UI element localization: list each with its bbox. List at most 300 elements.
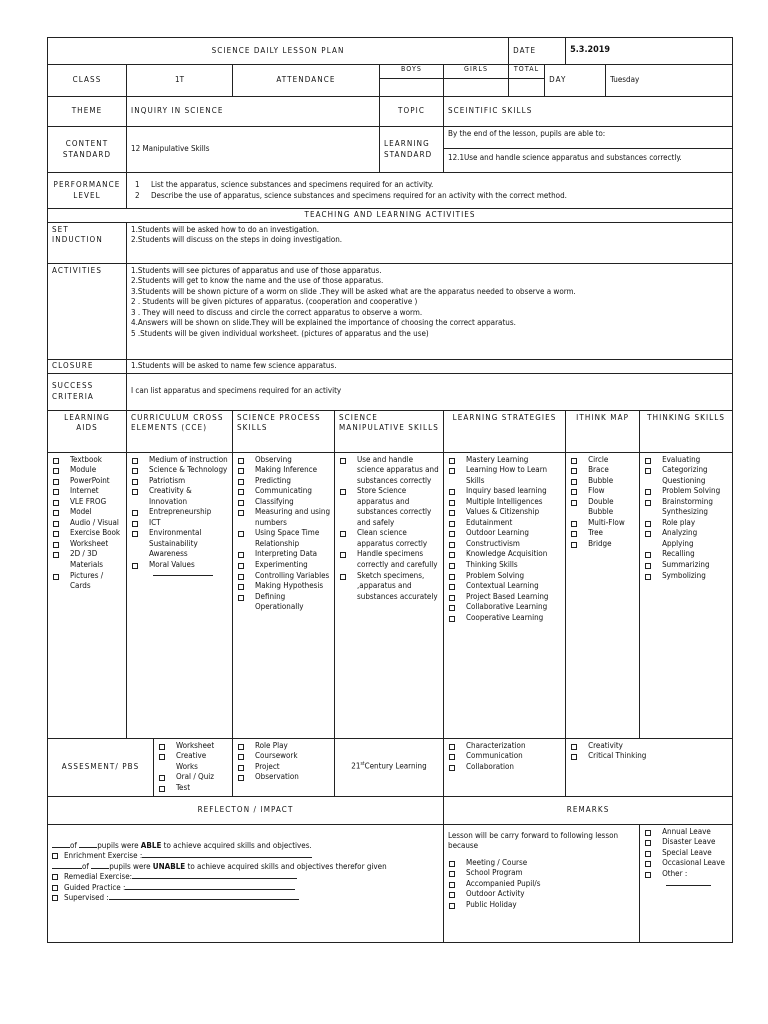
- checklist-item[interactable]: [644, 858, 728, 869]
- checklist-item[interactable]: [644, 486, 728, 497]
- checklist-item[interactable]: [448, 751, 561, 762]
- ithink-map-cell: [566, 452, 640, 738]
- checkbox-icon[interactable]: [53, 458, 59, 464]
- checkbox-icon[interactable]: [132, 468, 138, 474]
- checkbox-icon[interactable]: [449, 605, 455, 611]
- checklist-item[interactable]: [131, 560, 228, 571]
- closure-text: 1.Students will be asked to name few science apparatus.: [127, 359, 733, 373]
- checkbox-icon[interactable]: [340, 552, 346, 558]
- activity-item: 4.Answers will be shown on slide.They will be explained the importance of choosing the correct apparatus.: [131, 318, 516, 328]
- checklist-item[interactable]: [644, 869, 728, 880]
- checkbox-icon[interactable]: [53, 500, 59, 506]
- checklist-item[interactable]: [448, 900, 635, 911]
- thinking-skills-cell: [640, 452, 733, 738]
- checkbox-icon[interactable]: [159, 786, 165, 792]
- checkbox-icon[interactable]: [238, 531, 244, 537]
- checkbox-icon[interactable]: [571, 489, 577, 495]
- checklist-item-label: Creativity: [588, 740, 623, 750]
- cce-title: CURRICULUM CROSS ELEMENTS (CCE): [127, 410, 233, 452]
- cce-cell: [127, 452, 233, 738]
- checkbox-icon[interactable]: [571, 744, 577, 750]
- checkbox-icon[interactable]: [449, 861, 455, 867]
- checklist-item[interactable]: [237, 560, 330, 571]
- checklist-item[interactable]: [237, 455, 330, 466]
- checklist-item[interactable]: [237, 571, 330, 582]
- checkbox-icon[interactable]: [238, 754, 244, 760]
- checklist-item-label: PowerPoint: [70, 475, 110, 485]
- century-col1-cell: [444, 738, 566, 796]
- checkbox-icon[interactable]: [645, 563, 651, 569]
- checkbox-icon[interactable]: [449, 754, 455, 760]
- checklist-item-label: Observing: [255, 454, 292, 464]
- checkbox-icon[interactable]: [571, 521, 577, 527]
- checklist-item[interactable]: [237, 751, 330, 762]
- checkbox-icon[interactable]: [645, 851, 651, 857]
- checklist-item[interactable]: [644, 827, 728, 838]
- checklist-item[interactable]: [52, 455, 122, 466]
- checklist-item-label: Evaluating: [662, 454, 701, 464]
- checkbox-icon[interactable]: [449, 563, 455, 569]
- checkbox-icon[interactable]: [449, 510, 455, 516]
- checklist-item[interactable]: [237, 497, 330, 508]
- checklist-item[interactable]: [448, 613, 561, 624]
- checkbox-icon[interactable]: [645, 552, 651, 558]
- checklist-item[interactable]: [237, 581, 330, 592]
- checklist-item[interactable]: [131, 465, 228, 476]
- checkbox-icon[interactable]: [645, 468, 651, 474]
- checklist-item[interactable]: [570, 741, 728, 752]
- assessment-col1-cell: [154, 738, 233, 796]
- checklist-item[interactable]: [52, 486, 122, 497]
- checklist-item[interactable]: [644, 571, 728, 582]
- theme-label: THEME: [48, 97, 127, 127]
- checkbox-icon[interactable]: [449, 595, 455, 601]
- checkbox-icon[interactable]: [571, 468, 577, 474]
- checklist-item-label: Making Hypothesis: [255, 581, 324, 591]
- checkbox-icon[interactable]: [449, 542, 455, 548]
- century-col2-list: [570, 741, 728, 762]
- checkbox-icon[interactable]: [159, 754, 165, 760]
- checklist-item[interactable]: [448, 858, 635, 869]
- checklist-item-label: Worksheet: [176, 740, 215, 750]
- checklist-item-label: Symbolizing: [662, 570, 706, 580]
- learning-standard-value: 12.1Use and handle science apparatus and substances correctly.: [448, 153, 682, 162]
- checklist-item[interactable]: [237, 528, 330, 549]
- checklist-item[interactable]: [52, 539, 122, 550]
- checklist-item[interactable]: [52, 571, 122, 592]
- checkbox-icon[interactable]: [645, 458, 651, 464]
- performance-level-cell: [127, 173, 733, 209]
- checklist-item-label: Coursework: [255, 751, 298, 761]
- checklist-item-label: Module: [70, 465, 97, 475]
- attendance-label: ATTENDANCE: [233, 65, 380, 97]
- checklist-item-label: Thinking Skills: [466, 560, 518, 570]
- checklist-item-label: Entrepreneurship: [149, 507, 212, 517]
- checkbox-icon[interactable]: [571, 754, 577, 760]
- learning-aids-list: [52, 455, 122, 592]
- checklist-item[interactable]: [158, 783, 228, 794]
- checkbox-icon[interactable]: [449, 882, 455, 888]
- remedial-blank[interactable]: [132, 878, 297, 879]
- checklist-item-label: Patriotism: [149, 475, 186, 485]
- reflection-cell: [48, 824, 444, 942]
- performance-item: 1 List the apparatus, science substances and specimens required for an activity.: [135, 179, 434, 189]
- checkbox-icon[interactable]: [449, 892, 455, 898]
- checklist-item-label: Learning How to Learn Skills: [466, 465, 548, 485]
- checkbox-icon[interactable]: [53, 552, 59, 558]
- checklist-item[interactable]: [339, 549, 439, 570]
- thinking-skills-title: THINKING SKILLS: [640, 410, 733, 452]
- checklist-item[interactable]: [237, 507, 330, 528]
- checkbox-icon[interactable]: [449, 531, 455, 537]
- checklist-item-label: Defining Operationally: [255, 591, 304, 612]
- checklist-item-label: Contextual Learning: [466, 581, 539, 591]
- unable-line: of pupils were UNABLE to achieve acquired skills and objectives therefor given: [52, 862, 439, 873]
- checklist-item-label: Sketch specimens, ,apparatus and substances accurately: [357, 570, 438, 601]
- checklist-item[interactable]: [131, 486, 228, 507]
- checkbox-icon[interactable]: [645, 500, 651, 506]
- able-count-blank[interactable]: [52, 847, 70, 848]
- checklist-item-label: Questioning: [662, 475, 706, 485]
- checklist-item-label: Test: [176, 782, 191, 792]
- checkbox-icon[interactable]: [645, 872, 651, 878]
- checklist-item[interactable]: [448, 741, 561, 752]
- checkbox-icon[interactable]: [449, 871, 455, 877]
- checkbox-icon[interactable]: [340, 531, 346, 537]
- checkbox-icon[interactable]: [449, 765, 455, 771]
- checklist-item[interactable]: [570, 528, 635, 539]
- checklist-item[interactable]: [237, 486, 330, 497]
- process-skills-list: [237, 455, 330, 613]
- checklist-item[interactable]: [570, 539, 635, 550]
- checklist-item[interactable]: [448, 581, 561, 592]
- checklist-item[interactable]: [570, 751, 728, 762]
- success-criteria-label: SUCCESS CRITERIA: [48, 373, 127, 410]
- checklist-item[interactable]: [131, 518, 228, 529]
- learning-standard-cell: [444, 127, 733, 173]
- checklist-item-label: Creativity & Innovation: [149, 486, 192, 506]
- success-criteria-text: I can list apparatus and specimens required for an activity: [127, 373, 733, 410]
- checkbox-icon[interactable]: [449, 489, 455, 495]
- total-cell: [509, 65, 545, 97]
- checklist-item[interactable]: [570, 465, 635, 476]
- girls-label: GIRLS: [444, 65, 508, 79]
- checklist-item-label: Clean science apparatus correctly: [357, 528, 428, 548]
- unable-total-blank[interactable]: [91, 868, 109, 869]
- checklist-item[interactable]: [644, 476, 728, 487]
- remedial-checkbox[interactable]: [52, 874, 58, 880]
- checklist-item[interactable]: [448, 889, 635, 900]
- day-value: Tuesday: [606, 65, 733, 97]
- activities-label: ACTIVITIES: [48, 263, 127, 359]
- class-label: CLASS: [48, 65, 127, 97]
- date-label: DATE: [509, 38, 566, 65]
- checklist-item[interactable]: [644, 518, 728, 529]
- checklist-item[interactable]: [237, 592, 330, 613]
- checklist-item[interactable]: [644, 848, 728, 859]
- checkbox-icon[interactable]: [571, 500, 577, 506]
- checklist-item-label: Multiple Intelligences: [466, 496, 543, 506]
- checkbox-icon[interactable]: [53, 521, 59, 527]
- checklist-item-label: Classifying: [255, 496, 294, 506]
- checkbox-icon[interactable]: [53, 574, 59, 580]
- checklist-item[interactable]: [448, 455, 561, 466]
- checklist-item[interactable]: [570, 518, 635, 529]
- checklist-item[interactable]: [237, 762, 330, 773]
- checklist-item[interactable]: [339, 571, 439, 603]
- checklist-item[interactable]: [644, 455, 728, 466]
- checklist-item[interactable]: [237, 772, 330, 783]
- checklist-item[interactable]: [448, 539, 561, 550]
- learning-standard-label: LEARNING STANDARD: [380, 127, 444, 173]
- checkbox-icon[interactable]: [132, 510, 138, 516]
- enrichment-blank[interactable]: [142, 857, 312, 858]
- checklist-item-label: Project: [255, 761, 280, 771]
- checkbox-icon[interactable]: [571, 531, 577, 537]
- checklist-item[interactable]: [131, 455, 228, 466]
- checklist-item[interactable]: [158, 751, 228, 772]
- checkbox-icon[interactable]: [238, 468, 244, 474]
- checklist-item[interactable]: [448, 486, 561, 497]
- checklist-item[interactable]: [448, 507, 561, 518]
- checklist-item-label: Interpreting Data: [255, 549, 318, 559]
- checkbox-icon[interactable]: [645, 521, 651, 527]
- supervised-blank[interactable]: [109, 899, 299, 900]
- performance-item: 2 Describe the use of apparatus, science substances and specimens required for an activity with the correct method.: [135, 190, 567, 200]
- checklist-item[interactable]: [448, 528, 561, 539]
- checkbox-icon[interactable]: [449, 584, 455, 590]
- checkbox-icon[interactable]: [571, 458, 577, 464]
- checkbox-icon[interactable]: [238, 775, 244, 781]
- learning-strategies-list: [448, 455, 561, 624]
- checklist-item[interactable]: [158, 741, 228, 752]
- checklist-item-label: Use and handle science apparatus and substances correctly: [357, 454, 439, 485]
- activities-cell: [127, 263, 733, 359]
- checklist-item[interactable]: [644, 549, 728, 560]
- checkbox-icon[interactable]: [53, 479, 59, 485]
- checklist-item[interactable]: [570, 497, 635, 518]
- checklist-item[interactable]: [237, 465, 330, 476]
- checklist-item[interactable]: [448, 868, 635, 879]
- checkbox-icon[interactable]: [238, 765, 244, 771]
- checklist-item[interactable]: [644, 528, 728, 539]
- checkbox-icon[interactable]: [53, 542, 59, 548]
- checklist-item[interactable]: [448, 560, 561, 571]
- checkbox-icon[interactable]: [159, 775, 165, 781]
- checklist-item[interactable]: [448, 592, 561, 603]
- checkbox-icon[interactable]: [449, 468, 455, 474]
- boys-cell: [380, 65, 444, 97]
- checkbox-icon[interactable]: [132, 479, 138, 485]
- checklist-item-label: Summarizing: [662, 560, 710, 570]
- checkbox-icon[interactable]: [238, 479, 244, 485]
- checkbox-icon[interactable]: [645, 574, 651, 580]
- remarks-title: REMARKS: [444, 796, 733, 824]
- checklist-item[interactable]: [52, 518, 122, 529]
- enrichment-line: Enrichment Exercise :: [52, 851, 439, 862]
- checklist-item-label: Synthesizing: [662, 507, 708, 517]
- checklist-item[interactable]: [570, 455, 635, 466]
- checkbox-icon[interactable]: [571, 542, 577, 548]
- checklist-item[interactable]: [52, 497, 122, 508]
- checklist-item[interactable]: [448, 465, 561, 486]
- checkbox-icon[interactable]: [238, 458, 244, 464]
- checklist-item-label: Special Leave: [662, 847, 712, 857]
- checklist-item[interactable]: [158, 772, 228, 783]
- checklist-item[interactable]: [448, 879, 635, 890]
- checklist-item-label: Flow: [588, 486, 605, 496]
- able-total-blank[interactable]: [79, 847, 97, 848]
- checkbox-icon[interactable]: [238, 563, 244, 569]
- checkbox-icon[interactable]: [449, 744, 455, 750]
- other-blank-line[interactable]: [666, 885, 711, 886]
- checklist-item[interactable]: [644, 507, 728, 518]
- checklist-item[interactable]: [339, 455, 439, 487]
- checkbox-icon[interactable]: [645, 531, 651, 537]
- guided-blank[interactable]: [125, 889, 295, 890]
- checkbox-icon[interactable]: [132, 563, 138, 569]
- checklist-item-label: Pictures / Cards: [70, 570, 104, 591]
- remedial-line: Remedial Exercise:: [52, 872, 439, 883]
- checklist-item[interactable]: [644, 465, 728, 476]
- checklist-item[interactable]: [237, 741, 330, 752]
- activity-item: 3 . They will need to discuss and circle the correct apparatus to observe a worm.: [131, 307, 423, 317]
- checkbox-icon[interactable]: [449, 458, 455, 464]
- remarks-intro: Lesson will be carry forward to following lesson because: [448, 830, 619, 851]
- checkbox-icon[interactable]: [238, 489, 244, 495]
- checklist-item[interactable]: [448, 602, 561, 613]
- checkbox-icon[interactable]: [238, 552, 244, 558]
- checklist-item[interactable]: [237, 476, 330, 487]
- checklist-item-label: Measuring and using numbers: [255, 507, 331, 527]
- checkbox-icon[interactable]: [53, 510, 59, 516]
- activity-item: 5 .Students will be given individual worksheet. (pictures of apparatus and the use): [131, 328, 429, 338]
- able-line: of pupils were ABLE to achieve acquired skills and objectives.: [52, 841, 439, 852]
- guided-checkbox[interactable]: [52, 885, 58, 891]
- remarks-reasons-cell: [444, 824, 640, 942]
- checklist-item-label: Disaster Leave: [662, 837, 716, 847]
- checklist-item[interactable]: [644, 539, 728, 550]
- checkbox-icon[interactable]: [340, 489, 346, 495]
- assessment-label: ASSESMENT/ PBS: [48, 738, 154, 796]
- checklist-item[interactable]: [339, 528, 439, 549]
- day-label: DAY: [545, 65, 606, 97]
- checkbox-icon[interactable]: [53, 531, 59, 537]
- checkbox-icon[interactable]: [645, 830, 651, 836]
- checklist-item-label: Mastery Learning: [466, 454, 529, 464]
- learning-aids-title: LEARNING AIDS: [48, 410, 127, 452]
- checklist-item-label: Categorizing: [662, 465, 708, 475]
- checklist-item-label: Values & Citizenship: [466, 507, 540, 517]
- checkbox-icon[interactable]: [159, 744, 165, 750]
- checklist-item[interactable]: [52, 465, 122, 476]
- checklist-item-label: Circle: [588, 454, 609, 464]
- checkbox-icon[interactable]: [238, 500, 244, 506]
- checklist-item[interactable]: [52, 549, 122, 570]
- checklist-item-label: Edutainment: [466, 517, 513, 527]
- supervised-checkbox[interactable]: [52, 895, 58, 901]
- checklist-item[interactable]: [570, 486, 635, 497]
- checkbox-icon[interactable]: [132, 521, 138, 527]
- checklist-item[interactable]: [448, 497, 561, 508]
- checkbox-icon[interactable]: [449, 500, 455, 506]
- boys-label: BOYS: [380, 65, 443, 79]
- checkbox-icon[interactable]: [238, 574, 244, 580]
- checklist-item[interactable]: [644, 497, 728, 508]
- checklist-item[interactable]: [339, 486, 439, 528]
- theme-value: INQUIRY IN SCIENCE: [127, 97, 380, 127]
- set-induction-item: 2.Students will discuss on the steps in doing investigation.: [131, 235, 343, 245]
- checklist-item-label: Handle specimens correctly and carefully: [357, 549, 438, 570]
- checklist-item-label: Constructivism: [466, 538, 520, 548]
- enrichment-checkbox[interactable]: [52, 853, 58, 859]
- unable-count-blank[interactable]: [52, 868, 82, 869]
- checkbox-icon[interactable]: [449, 521, 455, 527]
- checkbox-icon[interactable]: [449, 552, 455, 558]
- checklist-item[interactable]: [448, 762, 561, 773]
- checkbox-icon[interactable]: [449, 616, 455, 622]
- checkbox-icon[interactable]: [571, 479, 577, 485]
- checklist-item-label: Project Based Learning: [466, 591, 549, 601]
- cce-list: [131, 455, 228, 571]
- checkbox-icon[interactable]: [645, 861, 651, 867]
- checkbox-icon[interactable]: [645, 489, 651, 495]
- checklist-item-label: Problem Solving: [662, 486, 721, 496]
- checklist-item-label: Collaboration: [466, 761, 514, 771]
- checklist-item[interactable]: [131, 507, 228, 518]
- checkbox-icon[interactable]: [340, 458, 346, 464]
- checklist-item[interactable]: [644, 560, 728, 571]
- checklist-item[interactable]: [448, 518, 561, 529]
- checklist-item-label: Outdoor Learning: [466, 528, 529, 538]
- checkbox-icon[interactable]: [645, 840, 651, 846]
- checklist-item-label: Tree: [588, 528, 603, 538]
- checklist-item[interactable]: [237, 549, 330, 560]
- checkbox-icon[interactable]: [238, 584, 244, 590]
- ithink-map-title: ITHINK MAP: [566, 410, 640, 452]
- checklist-item[interactable]: [131, 476, 228, 487]
- class-value: 1T: [127, 65, 233, 97]
- century-col2-cell: [566, 738, 733, 796]
- checkbox-icon[interactable]: [238, 744, 244, 750]
- performance-level-label: PERFORMANCE LEVEL: [48, 173, 127, 209]
- checkbox-icon[interactable]: [53, 468, 59, 474]
- checklist-item[interactable]: [448, 571, 561, 582]
- performance-list: [131, 180, 728, 201]
- content-standard-value: 12 Manipulative Skills: [127, 127, 380, 173]
- checklist-item[interactable]: [52, 507, 122, 518]
- checklist-item[interactable]: [52, 528, 122, 539]
- checkbox-icon[interactable]: [449, 903, 455, 909]
- checklist-item[interactable]: [570, 476, 635, 487]
- activity-item: 1.Students will see pictures of apparatus and use of those apparatus.: [131, 265, 382, 275]
- checklist-item[interactable]: [448, 549, 561, 560]
- checkbox-icon[interactable]: [449, 574, 455, 580]
- checklist-item-label: Multi-Flow: [588, 517, 625, 527]
- checkbox-icon[interactable]: [132, 458, 138, 464]
- checklist-item[interactable]: [644, 837, 728, 848]
- checklist-item-label: Bridge: [588, 538, 612, 548]
- checklist-item[interactable]: [52, 476, 122, 487]
- checklist-item[interactable]: [131, 528, 228, 560]
- checkbox-icon[interactable]: [238, 595, 244, 601]
- checkbox-icon[interactable]: [53, 489, 59, 495]
- set-induction-list: [131, 225, 728, 246]
- checkbox-icon[interactable]: [132, 531, 138, 537]
- checkbox-icon[interactable]: [132, 489, 138, 495]
- checkbox-icon[interactable]: [238, 510, 244, 516]
- checkbox-icon[interactable]: [340, 574, 346, 580]
